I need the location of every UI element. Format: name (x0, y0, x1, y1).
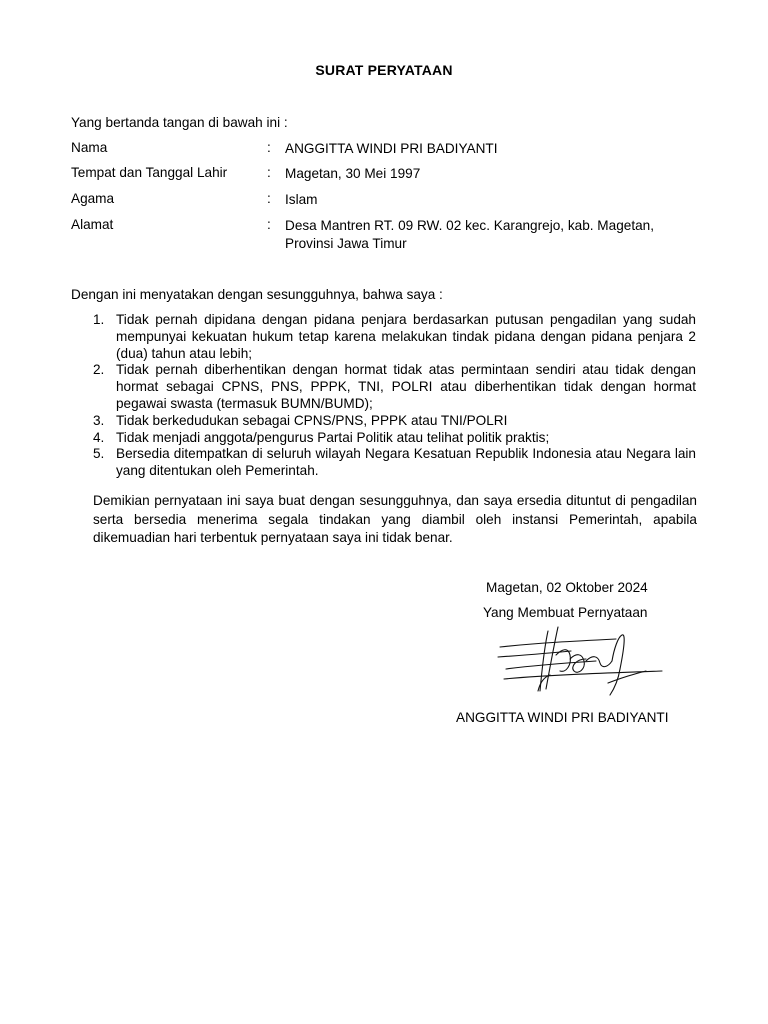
list-item (90, 312, 696, 362)
identity-colon: : (267, 165, 271, 180)
signer-name: ANGGITTA WINDI PRI BADIYANTI (456, 710, 669, 725)
list-number: 1. (93, 312, 105, 327)
list-item (90, 430, 696, 447)
identity-value: Desa Mantren RT. 09 RW. 02 kec. Karangrejo, kab. Magetan, Provinsi Jawa Timur (285, 218, 654, 251)
statement-list (90, 312, 696, 480)
list-text: Tidak pernah dipidana dengan pidana penjara berdasarkan putusan pengadilan yang sudah mempunyai kekuatan hukum tetap karena melakukan tindak pidana dengan pidana penjara 2 (dua) tahun atau lebih; (116, 312, 696, 361)
list-number: 2. (93, 362, 105, 378)
identity-label: Tempat dan Tanggal Lahir (71, 165, 228, 180)
list-text: Bersedia ditempatkan di seluruh wilayah Negara Kesatuan Republik Indonesia atau Negara lain yang ditentukan oleh Pemerintah. (116, 446, 696, 479)
closing-paragraph: Demikian pernyataan ini saya buat dengan sesungguhnya, dan saya ersedia dituntut di pengadilan serta bersedia menerima segala tindakan yang diambil oleh instansi Pemerintah, apabila dikemuadian hari terbentuk pernyataan saya ini tidak benar. (93, 493, 697, 546)
identity-value: Islam (285, 192, 318, 207)
list-text: Tidak pernah diberhentikan dengan hormat tidak atas permintaan sendiri atau tidak dengan hormat sebagai CPNS, PNS, PPPK, TNI, POLRI atau diberhentikan tidak dengan hormat pegawai swasta (termasuk BUMN/BUMD); (116, 362, 696, 411)
intro-text: Yang bertanda tangan di bawah ini : (71, 115, 288, 130)
identity-colon: : (267, 140, 271, 155)
list-text: Tidak berkedudukan sebagai CPNS/PNS, PPPK atau TNI/POLRI (116, 412, 508, 428)
list-item (90, 413, 696, 430)
signature-icon (496, 625, 666, 703)
maker-label: Yang Membuat Pernyataan (483, 605, 648, 620)
identity-colon: : (267, 217, 271, 232)
identity-value: Magetan, 30 Mei 1997 (285, 166, 421, 181)
identity-label: Alamat (71, 217, 114, 232)
list-number: 5. (93, 446, 105, 462)
list-item (90, 362, 696, 412)
page-title: SURAT PERYATAAN (315, 62, 453, 78)
statement-intro: Dengan ini menyatakan dengan sesungguhnya, bahwa saya : (71, 287, 443, 302)
list-text: Tidak menjadi anggota/pengurus Partai Politik atau telihat politik praktis; (116, 429, 550, 445)
identity-label: Nama (71, 140, 108, 155)
identity-label: Agama (71, 191, 115, 206)
identity-value: ANGGITTA WINDI PRI BADIYANTI (285, 141, 498, 156)
list-number: 4. (93, 429, 105, 445)
list-item (90, 446, 696, 480)
identity-colon: : (267, 191, 271, 206)
place-date: Magetan, 02 Oktober 2024 (486, 580, 648, 595)
list-number: 3. (93, 412, 105, 428)
